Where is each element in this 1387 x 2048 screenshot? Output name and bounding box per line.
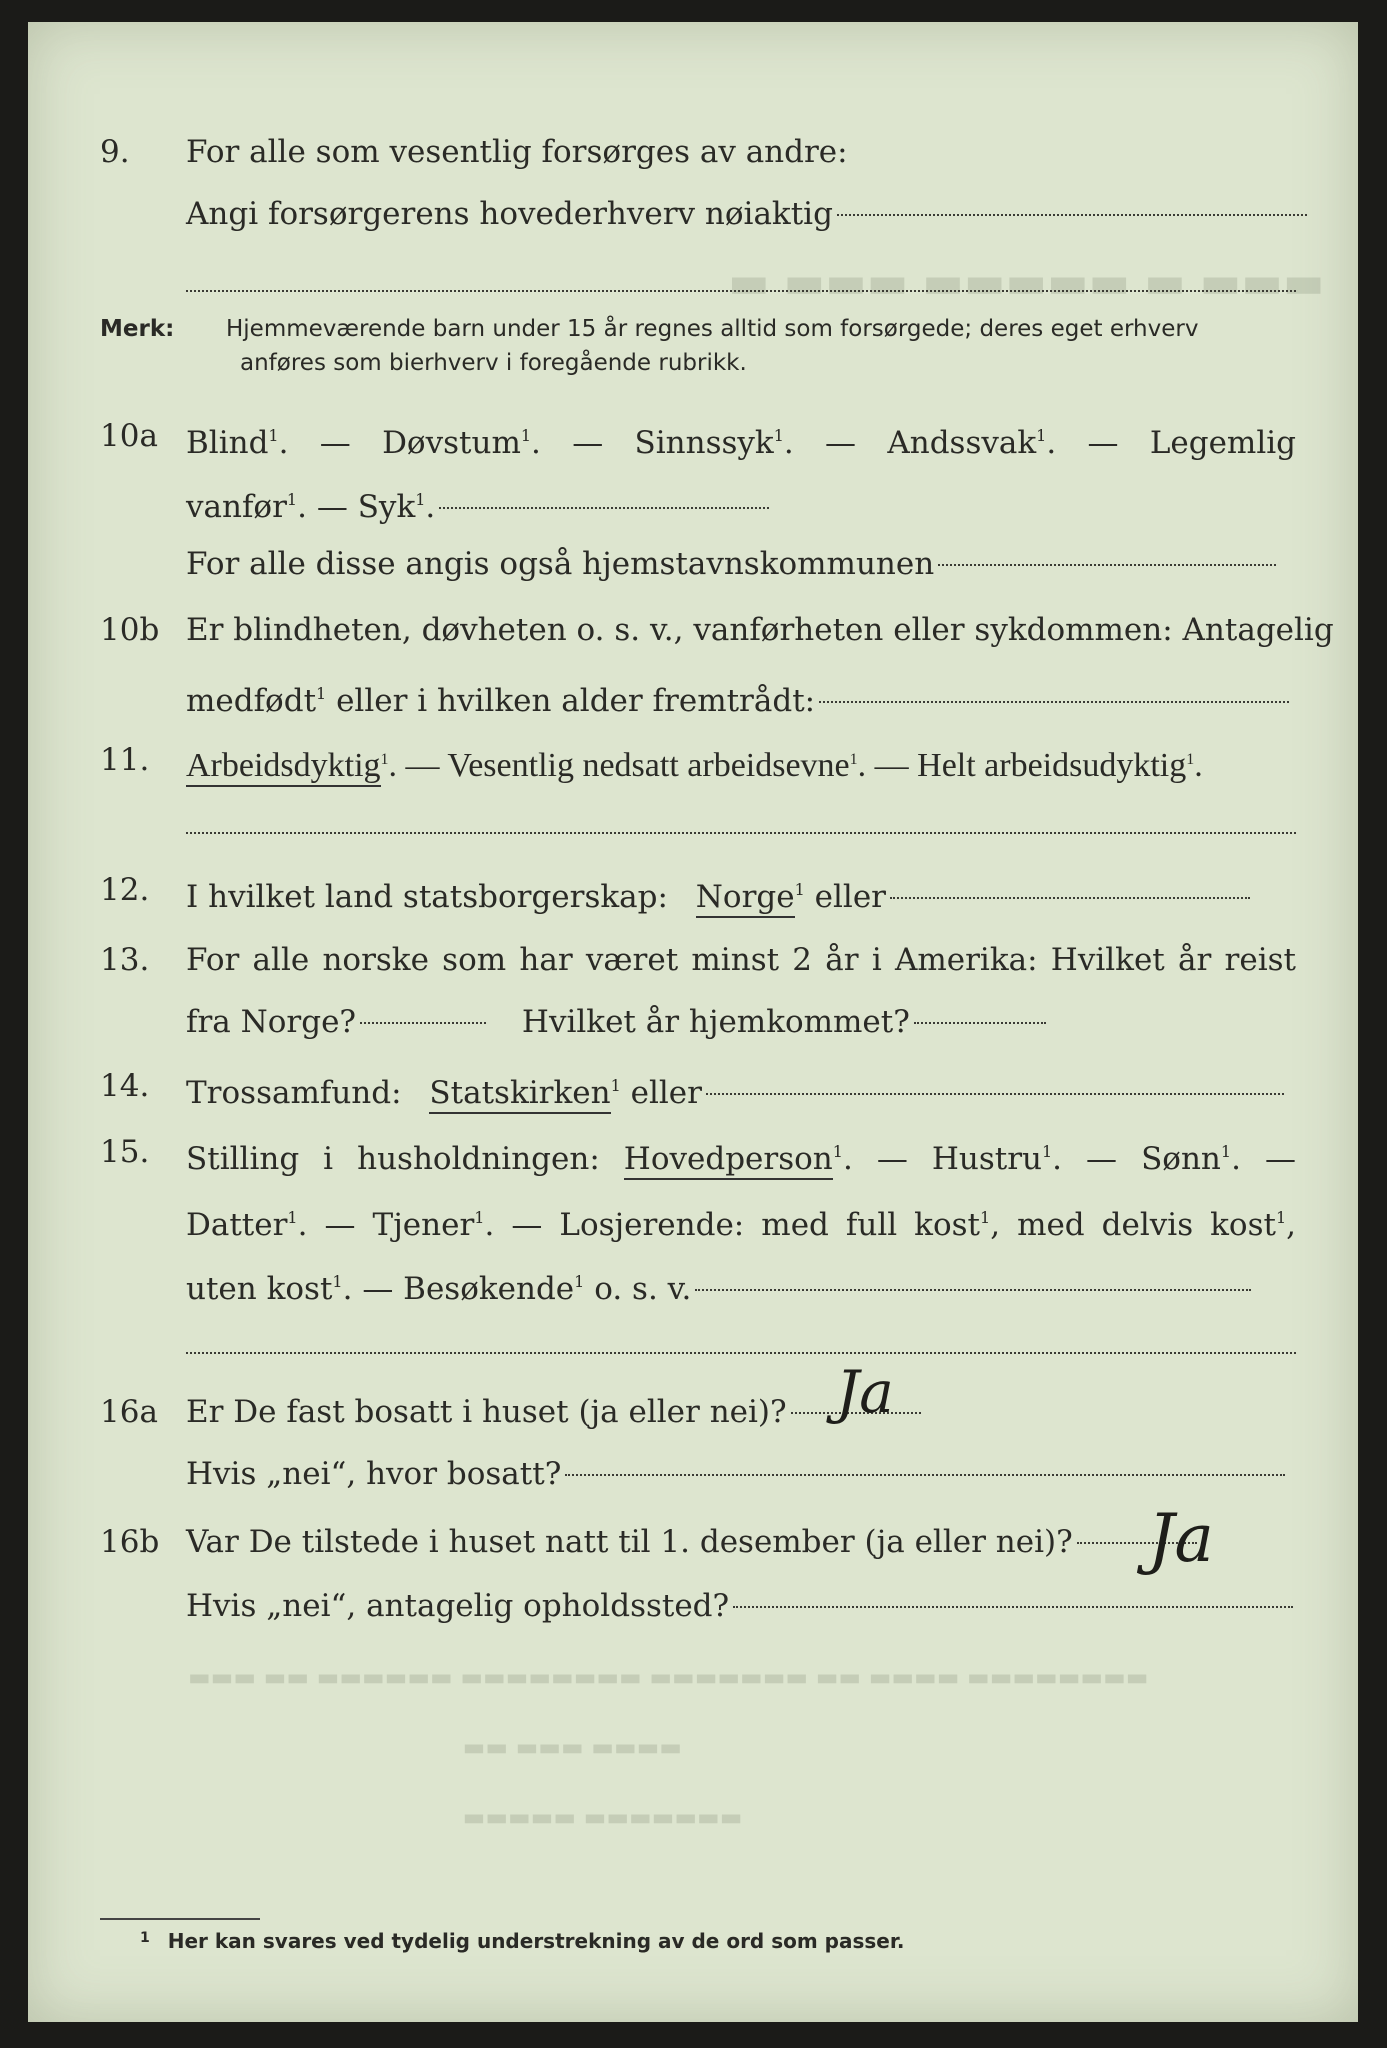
option-full-kost[interactable]: med full kost [761, 1207, 980, 1243]
q14-number: 14. [100, 1068, 150, 1104]
q14-eller: eller [630, 1075, 702, 1111]
q16b-label: Var De tilstede i huset natt til 1. desember (ja eller nei)? [186, 1524, 1073, 1560]
q16a-hvis-label: Hvis „nei“, hvor bosatt? [186, 1456, 562, 1492]
option-delvis-kost[interactable]: med delvis kost [1017, 1207, 1276, 1243]
q13-fra-label: fra Norge? [186, 1004, 357, 1040]
option-datter[interactable]: Datter [186, 1207, 288, 1243]
option-uten-kost[interactable]: uten kost [186, 1271, 333, 1307]
q13-text: For alle norske som har været minst 2 år i Amerika: Hvilket år reist [186, 942, 1296, 978]
footnote-rule [100, 1918, 260, 1920]
q16a-number: 16a [100, 1394, 158, 1430]
q10b-alder-label: eller i hvilken alder fremtrådt: [336, 683, 816, 719]
option-sinnssyk[interactable]: Sinnssyk [634, 425, 774, 461]
option-tjener[interactable]: Tjener [372, 1207, 475, 1243]
merk-line-2: anføres som bierhverv i foregående rubrikk. [240, 350, 747, 376]
bleed-through-lines: ▬▬▬ ▬▬ ▬▬▬▬▬▬ ▬▬▬▬▬▬▬▬ ▬▬▬▬▬▬▬ ▬▬ ▬▬▬▬ ▬▬▬▬▬▬▬▬ ▬▬ ▬▬▬ ▬▬▬▬ ▬▬▬▬▬ ▬▬▬▬▬▬▬ [188, 1663, 1149, 1831]
q10b-alder-field[interactable] [819, 701, 1289, 703]
q16b-opholdssted-field[interactable] [733, 1606, 1293, 1608]
q9-text: For alle som vesentlig forsørges av andre: [186, 134, 848, 170]
q15-extra-line[interactable] [186, 1352, 1296, 1354]
q14-trossamfund-field[interactable] [706, 1093, 1284, 1095]
option-medfodt[interactable]: medfødt [186, 683, 317, 719]
q10b-number: 10b [100, 612, 160, 648]
option-syk[interactable]: Syk [357, 489, 416, 525]
q12-number: 12. [100, 872, 150, 908]
option-hovedperson-underlined[interactable]: Hovedperson [624, 1141, 833, 1180]
q15-osv: o. s. v. [594, 1271, 692, 1307]
option-vanfor[interactable]: vanfør [186, 489, 287, 525]
q11-number: 11. [100, 742, 150, 778]
option-nedsatt[interactable]: . — Vesentlig nedsatt arbeidsevne [388, 747, 850, 784]
footnote-mark: 1 [140, 1930, 150, 1946]
q14-label: Trossamfund: [186, 1075, 402, 1111]
q16a-bosatt-field[interactable] [565, 1474, 1285, 1476]
q16b-handwritten-answer: Ja [1148, 1500, 1214, 1577]
option-norge-underlined[interactable]: Norge [696, 879, 795, 918]
census-form-page: ▬ ▬▬▬ ▬▬▬▬▬ ▬ ▬▬▬ 9. For alle som vesentlig forsørges av andre: Angi forsørgerens hovederhverv nøiaktig Merk: Hjemmeværende barn under 15 år regnes alltid som forsørgede; deres eget erhverv anføres som bierhverv i foregående rubrikk. 10a Blind$^1$. — Døvstum$^1$. — Sinnssyk$^1$. — Andssvak$^1$. — Legemlig vanfør$^1$. — Syk$^1$. For alle disse angis også hjemstavnskommunen 10b Er blindheten, døvheten o. s. v., vanførheten eller sykdommen: Antagelig medfødt$^1$ eller i hvilken alder fremtrådt: 11. Arbeidsdyktig$^1$. — Vesentlig nedsatt arbeidsevne$^1$. — Helt arbeidsudyktig$^1$. 12. I hvilket land statsborgerskap: Norge$^1$ eller 13. For alle norske som har været minst 2 år i Amerika: Hvilket år reist fra Norge? Hvilket år hjemkommet? 14. Trossamfund: Statskirken$^1$ eller 15. Stilling i husholdningen: Hovedperson$^1$. — Hustru$^1$. — Sønn$^1$. — Datter$^1$. — Tjener$^1$. — Losjerende: med full kost$^1$, med delvis kost$^1$, uten kost$^1$. — Besøkende$^1$ o. s. v. 16a Er De fast bosatt i huset (ja eller nei)? Ja Hvis „nei“, hvor bosatt? 16b Var De tilstede i huset natt til 1. desember (ja eller nei)? Ja Hvis „nei“, antagelig opholdssted? ▬▬▬ ▬▬ ▬▬▬▬▬▬ ▬▬▬▬▬▬▬▬ ▬▬▬▬▬▬▬ ▬▬ ▬▬▬▬ ▬▬▬▬▬▬▬▬ ▬▬ ▬▬▬ ▬▬▬▬ ▬▬▬▬▬ ▬▬▬▬▬▬▬ $^1$ Her kan svares ved tydelig understrekning av de ord som passer. [28, 22, 1358, 2022]
q15-number: 15. [100, 1134, 150, 1170]
footnote [140, 1929, 904, 1953]
option-arbeidsdyktig-underlined[interactable]: Arbeidsdyktig [186, 747, 381, 787]
option-hustru[interactable]: Hustru [931, 1141, 1042, 1177]
bleed-through-heading: ▬ ▬▬▬ ▬▬▬▬▬ ▬ ▬▬▬ [728, 257, 1325, 308]
option-losjerende[interactable]: Losjerende: [559, 1207, 745, 1243]
merk-label: Merk: [100, 316, 175, 342]
q16a-handwritten-answer: Ja [836, 1358, 894, 1426]
option-besokende[interactable]: Besøkende [403, 1271, 575, 1307]
q10a-syk-field[interactable] [439, 507, 769, 509]
q10a-number: 10a [100, 418, 158, 454]
q13-hjemkommet-field[interactable] [914, 1022, 1046, 1024]
q12-label: I hvilket land statsborgerskap: [186, 879, 668, 915]
option-statskirken-underlined[interactable]: Statskirken [429, 1075, 610, 1114]
q16b-number: 16b [100, 1524, 160, 1560]
option-blind[interactable]: Blind [186, 425, 269, 461]
q9-extra-line[interactable] [186, 290, 1296, 292]
q12-land-field[interactable] [890, 897, 1250, 899]
footnote-text: Her kan svares ved tydelig understrekning av de ord som passer. [167, 1929, 905, 1953]
q13-number: 13. [100, 942, 150, 978]
option-udyktig[interactable]: . — Helt arbeidsudyktig [857, 747, 1187, 784]
q15-label: Stilling i husholdningen: [186, 1141, 600, 1177]
q13-reist-field[interactable] [360, 1022, 486, 1024]
q10a-hjemstavn-field[interactable] [938, 564, 1276, 566]
q9-provider-label: Angi forsørgerens hovederhverv nøiaktig [186, 196, 833, 232]
q12-eller: eller [814, 879, 886, 915]
q13-hjem-label: Hvilket år hjemkommet? [521, 1004, 910, 1040]
merk-line-1: Hjemmeværende barn under 15 år regnes alltid som forsørgede; deres eget erhverv [226, 316, 1199, 342]
q10a-hjemstavn-label: For alle disse angis også hjemstavnskommunen [186, 546, 935, 582]
q11-extra-line[interactable] [186, 832, 1296, 834]
option-dovstum[interactable]: Døvstum [382, 425, 521, 461]
option-legemlig[interactable]: Legemlig [1149, 425, 1297, 461]
q16b-hvis-label: Hvis „nei“, antagelig opholdssted? [186, 1588, 730, 1624]
q9-number: 9. [100, 134, 130, 170]
q9-provider-field[interactable] [837, 214, 1307, 216]
q16a-label: Er De fast bosatt i huset (ja eller nei)? [186, 1394, 787, 1430]
option-andssvak[interactable]: Andssvak [887, 425, 1037, 461]
option-sonn[interactable]: Sønn [1141, 1141, 1221, 1177]
q15-other-field[interactable] [695, 1289, 1251, 1291]
q10b-text: Er blindheten, døvheten o. s. v., vanførheten eller sykdommen: Antagelig [186, 612, 1334, 648]
